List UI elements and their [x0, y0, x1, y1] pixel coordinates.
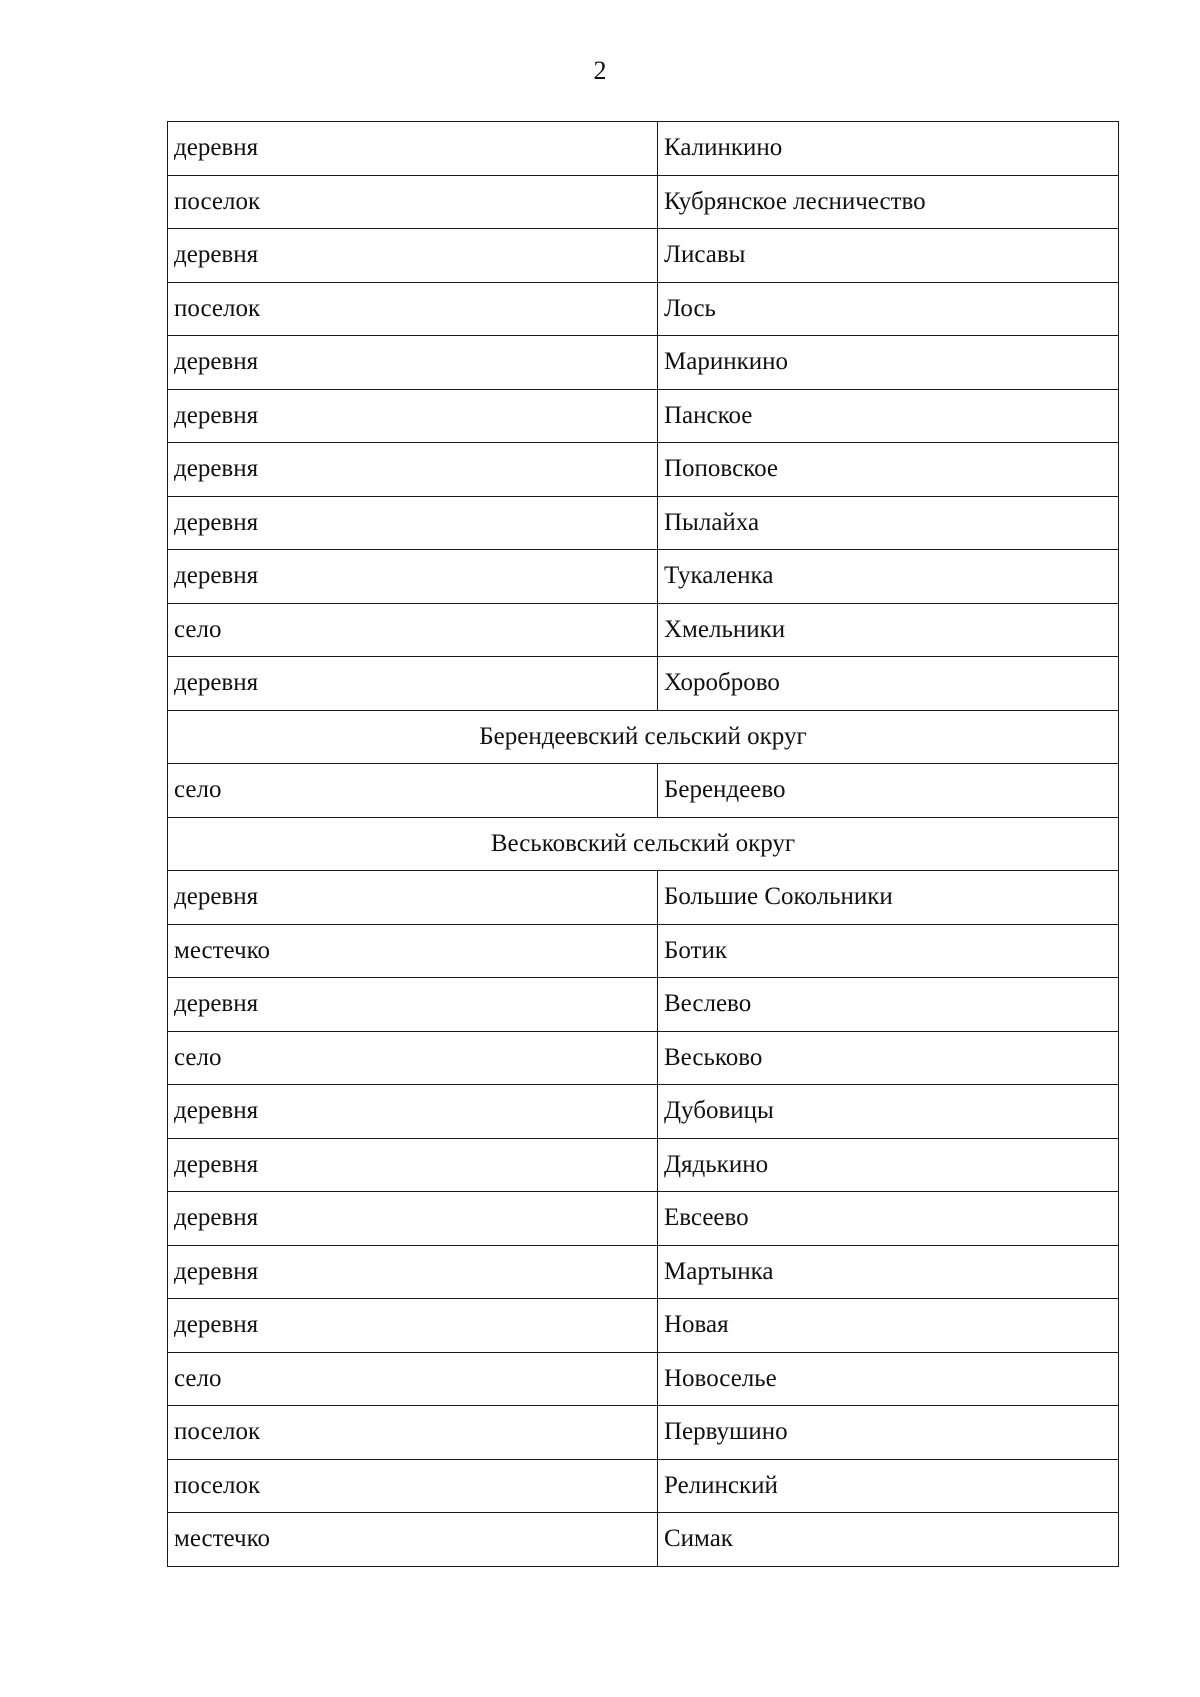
- settlement-type-cell: деревня: [168, 336, 658, 390]
- settlement-name-cell: Дядькино: [658, 1138, 1119, 1192]
- settlement-name-cell: Кубрянское лесничество: [658, 175, 1119, 229]
- table-row: [168, 978, 1119, 1032]
- table-row: [168, 1138, 1119, 1192]
- page-number: 2: [593, 56, 607, 85]
- settlement-name-cell: Калинкино: [658, 122, 1119, 176]
- table-row: [168, 657, 1119, 711]
- settlement-type-cell: поселок: [168, 1459, 658, 1513]
- settlement-name-cell: Пылайха: [658, 496, 1119, 550]
- settlement-name-cell: Веськово: [658, 1031, 1119, 1085]
- section-title: Берендеевский сельский округ: [168, 710, 1119, 764]
- settlements-table: [167, 121, 1119, 1567]
- table-row: [168, 550, 1119, 604]
- settlement-type-cell: село: [168, 1031, 658, 1085]
- settlement-name-cell: Берендеево: [658, 764, 1119, 818]
- table-row: [168, 229, 1119, 283]
- settlement-name-cell: Тукаленка: [658, 550, 1119, 604]
- table-row: [168, 871, 1119, 925]
- settlement-type-cell: деревня: [168, 657, 658, 711]
- table-row: [168, 603, 1119, 657]
- table-row: [168, 1513, 1119, 1567]
- settlement-type-cell: деревня: [168, 229, 658, 283]
- settlement-type-cell: село: [168, 764, 658, 818]
- section-header-row: [168, 710, 1119, 764]
- settlement-name-cell: Новая: [658, 1299, 1119, 1353]
- settlement-name-cell: Поповское: [658, 443, 1119, 497]
- table-row: [168, 122, 1119, 176]
- table-row: [168, 389, 1119, 443]
- table-row: [168, 175, 1119, 229]
- settlement-type-cell: деревня: [168, 1192, 658, 1246]
- table-row: [168, 1245, 1119, 1299]
- settlement-name-cell: Хмельники: [658, 603, 1119, 657]
- settlement-type-cell: местечко: [168, 1513, 658, 1567]
- table-row: [168, 282, 1119, 336]
- settlement-name-cell: Лисавы: [658, 229, 1119, 283]
- section-title: Веськовский сельский округ: [168, 817, 1119, 871]
- table-row: [168, 1459, 1119, 1513]
- settlements-table-body: [168, 122, 1119, 1567]
- settlement-type-cell: деревня: [168, 1299, 658, 1353]
- table-row: [168, 924, 1119, 978]
- settlement-type-cell: деревня: [168, 871, 658, 925]
- table-row: [168, 496, 1119, 550]
- settlement-name-cell: Евсеево: [658, 1192, 1119, 1246]
- settlement-type-cell: деревня: [168, 496, 658, 550]
- table-row: [168, 764, 1119, 818]
- settlement-type-cell: поселок: [168, 175, 658, 229]
- settlement-type-cell: деревня: [168, 443, 658, 497]
- settlement-type-cell: село: [168, 603, 658, 657]
- table-row: [168, 1352, 1119, 1406]
- settlement-name-cell: Новоселье: [658, 1352, 1119, 1406]
- settlement-name-cell: Большие Сокольники: [658, 871, 1119, 925]
- settlement-type-cell: деревня: [168, 1138, 658, 1192]
- settlement-name-cell: Симак: [658, 1513, 1119, 1567]
- settlement-type-cell: местечко: [168, 924, 658, 978]
- settlement-name-cell: Ботик: [658, 924, 1119, 978]
- settlement-name-cell: Мартынка: [658, 1245, 1119, 1299]
- settlement-type-cell: поселок: [168, 1406, 658, 1460]
- table-row: [168, 336, 1119, 390]
- settlement-type-cell: деревня: [168, 1085, 658, 1139]
- settlement-type-cell: поселок: [168, 282, 658, 336]
- table-row: [168, 1031, 1119, 1085]
- settlement-type-cell: деревня: [168, 389, 658, 443]
- settlement-name-cell: Панское: [658, 389, 1119, 443]
- table-row: [168, 1192, 1119, 1246]
- table-row: [168, 1406, 1119, 1460]
- settlement-type-cell: деревня: [168, 550, 658, 604]
- table-row: [168, 1085, 1119, 1139]
- settlement-name-cell: Релинский: [658, 1459, 1119, 1513]
- settlement-name-cell: Веслево: [658, 978, 1119, 1032]
- settlement-name-cell: Первушино: [658, 1406, 1119, 1460]
- settlement-type-cell: деревня: [168, 122, 658, 176]
- settlement-name-cell: Хороброво: [658, 657, 1119, 711]
- settlement-type-cell: деревня: [168, 978, 658, 1032]
- settlement-name-cell: Дубовицы: [658, 1085, 1119, 1139]
- table-row: [168, 1299, 1119, 1353]
- settlement-type-cell: село: [168, 1352, 658, 1406]
- settlement-name-cell: Лось: [658, 282, 1119, 336]
- section-header-row: [168, 817, 1119, 871]
- table-row: [168, 443, 1119, 497]
- settlement-type-cell: деревня: [168, 1245, 658, 1299]
- settlement-name-cell: Маринкино: [658, 336, 1119, 390]
